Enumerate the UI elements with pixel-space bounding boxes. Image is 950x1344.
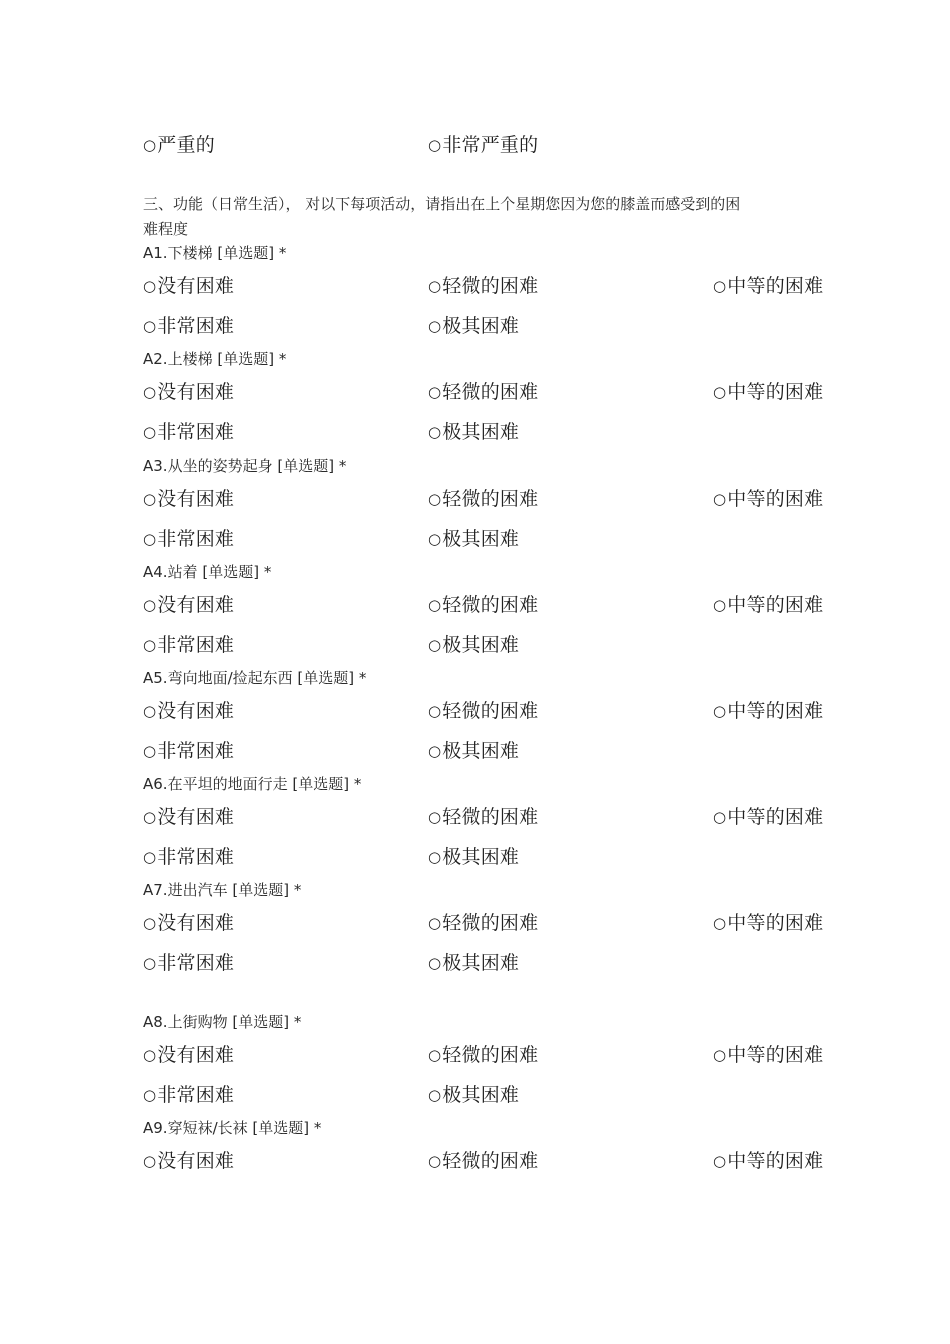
option-no-difficulty[interactable]: [143, 1043, 234, 1067]
option-label: 轻微的困难: [442, 912, 539, 934]
radio-icon[interactable]: ○: [143, 423, 157, 441]
option-slight-difficulty[interactable]: [428, 1149, 538, 1173]
radio-icon[interactable]: ○: [428, 530, 442, 548]
option-label: 轻微的困难: [442, 1044, 539, 1066]
radio-icon[interactable]: ○: [143, 1152, 157, 1170]
option-moderate-difficulty[interactable]: [713, 1149, 823, 1173]
question-label: A4.站着 [单选题] *: [143, 563, 272, 581]
option-slight-difficulty[interactable]: [428, 805, 538, 829]
option-label: 极其困难: [442, 634, 520, 656]
option-label: 中等的困难: [727, 488, 824, 510]
radio-icon[interactable]: ○: [713, 490, 727, 508]
option-label: 没有困难: [157, 594, 235, 616]
option-severe-difficulty[interactable]: [143, 633, 234, 657]
radio-icon[interactable]: ○: [143, 383, 157, 401]
option-no-difficulty[interactable]: [143, 911, 234, 935]
option-label: 没有困难: [157, 488, 235, 510]
option-extreme-difficulty[interactable]: [428, 739, 519, 763]
option-label: 中等的困难: [727, 700, 824, 722]
option-severe-difficulty[interactable]: [143, 420, 234, 444]
option-severe-difficulty[interactable]: [143, 527, 234, 551]
option-label: 没有困难: [157, 381, 235, 403]
radio-icon[interactable]: ○: [143, 914, 157, 932]
option-label: 轻微的困难: [442, 700, 539, 722]
option-severe[interactable]: [143, 133, 215, 157]
radio-icon[interactable]: ○: [428, 317, 442, 335]
radio-icon[interactable]: ○: [428, 136, 442, 154]
radio-icon[interactable]: ○: [143, 1046, 157, 1064]
radio-icon[interactable]: ○: [143, 136, 157, 154]
option-label: 没有困难: [157, 912, 235, 934]
option-extreme-difficulty[interactable]: [428, 633, 519, 657]
radio-icon[interactable]: ○: [428, 490, 442, 508]
option-moderate-difficulty[interactable]: [713, 593, 823, 617]
option-no-difficulty[interactable]: [143, 274, 234, 298]
option-label: 非常困难: [157, 528, 235, 550]
option-severe-difficulty[interactable]: [143, 1083, 234, 1107]
option-severe-difficulty[interactable]: [143, 951, 234, 975]
option-label: 轻微的困难: [442, 594, 539, 616]
radio-icon[interactable]: ○: [428, 423, 442, 441]
option-label: 轻微的困难: [442, 275, 539, 297]
option-label: 中等的困难: [727, 275, 824, 297]
option-label: 轻微的困难: [442, 1150, 539, 1172]
radio-icon[interactable]: ○: [428, 1152, 442, 1170]
option-extreme-difficulty[interactable]: [428, 420, 519, 444]
option-label: 非常困难: [157, 1084, 235, 1106]
radio-icon[interactable]: ○: [143, 596, 157, 614]
option-severe-difficulty[interactable]: [143, 845, 234, 869]
question-label: A9.穿短袜/长袜 [单选题] *: [143, 1119, 322, 1137]
option-label: 非常严重的: [442, 134, 539, 156]
option-label: 中等的困难: [727, 381, 824, 403]
option-moderate-difficulty[interactable]: [713, 805, 823, 829]
option-label: 极其困难: [442, 1084, 520, 1106]
option-moderate-difficulty[interactable]: [713, 1043, 823, 1067]
radio-icon[interactable]: ○: [713, 383, 727, 401]
option-label: 非常困难: [157, 846, 235, 868]
radio-icon[interactable]: ○: [143, 317, 157, 335]
option-label: 轻微的困难: [442, 488, 539, 510]
option-no-difficulty[interactable]: [143, 593, 234, 617]
option-label: 中等的困难: [727, 806, 824, 828]
radio-icon[interactable]: ○: [428, 1046, 442, 1064]
option-slight-difficulty[interactable]: [428, 593, 538, 617]
option-label: 极其困难: [442, 528, 520, 550]
radio-icon[interactable]: ○: [143, 636, 157, 654]
question-label: A8.上街购物 [单选题] *: [143, 1013, 302, 1031]
radio-icon[interactable]: ○: [143, 530, 157, 548]
radio-icon[interactable]: ○: [428, 596, 442, 614]
section-heading-line1: 三、功能（日常生活）， 对以下每项活动，请指出在上个星期您因为您的膝盖而感受到的困: [143, 195, 741, 213]
option-label: 中等的困难: [727, 1150, 824, 1172]
option-label: 轻微的困难: [442, 381, 539, 403]
radio-icon[interactable]: ○: [428, 742, 442, 760]
option-label: 没有困难: [157, 1150, 235, 1172]
radio-icon[interactable]: ○: [713, 808, 727, 826]
option-label: 极其困难: [442, 952, 520, 974]
radio-icon[interactable]: ○: [713, 1046, 727, 1064]
option-label: 非常困难: [157, 634, 235, 656]
radio-icon[interactable]: ○: [143, 702, 157, 720]
option-extreme-difficulty[interactable]: [428, 527, 519, 551]
option-label: 没有困难: [157, 275, 235, 297]
radio-icon[interactable]: ○: [713, 277, 727, 295]
option-label: 非常困难: [157, 315, 235, 337]
option-label: 极其困难: [442, 846, 520, 868]
radio-icon[interactable]: ○: [713, 702, 727, 720]
question-label: A7.进出汽车 [单选题] *: [143, 881, 302, 899]
option-label: 没有困难: [157, 806, 235, 828]
question-label: A6.在平坦的地面行走 [单选题] *: [143, 775, 362, 793]
option-label: 非常困难: [157, 740, 235, 762]
question-label: A3.从坐的姿势起身 [单选题] *: [143, 457, 347, 475]
option-slight-difficulty[interactable]: [428, 487, 538, 511]
radio-icon[interactable]: ○: [143, 277, 157, 295]
option-slight-difficulty[interactable]: [428, 699, 538, 723]
option-label: 没有困难: [157, 1044, 235, 1066]
option-label: 中等的困难: [727, 594, 824, 616]
option-slight-difficulty[interactable]: [428, 911, 538, 935]
option-no-difficulty[interactable]: [143, 699, 234, 723]
radio-icon[interactable]: ○: [428, 1086, 442, 1104]
radio-icon[interactable]: ○: [143, 1086, 157, 1104]
option-no-difficulty[interactable]: [143, 1149, 234, 1173]
radio-icon[interactable]: ○: [143, 954, 157, 972]
radio-icon[interactable]: ○: [428, 914, 442, 932]
radio-icon[interactable]: ○: [713, 596, 727, 614]
section-heading-line2: 难程度: [143, 220, 189, 238]
option-moderate-difficulty[interactable]: [713, 699, 823, 723]
radio-icon[interactable]: ○: [428, 848, 442, 866]
option-label: 极其困难: [442, 740, 520, 762]
option-severe-difficulty[interactable]: [143, 739, 234, 763]
option-extreme-difficulty[interactable]: [428, 1083, 519, 1107]
radio-icon[interactable]: ○: [428, 808, 442, 826]
option-no-difficulty[interactable]: [143, 487, 234, 511]
option-moderate-difficulty[interactable]: [713, 487, 823, 511]
radio-icon[interactable]: ○: [428, 702, 442, 720]
radio-icon[interactable]: ○: [428, 636, 442, 654]
option-extreme-difficulty[interactable]: [428, 314, 519, 338]
radio-icon[interactable]: ○: [143, 848, 157, 866]
radio-icon[interactable]: ○: [428, 277, 442, 295]
option-no-difficulty[interactable]: [143, 380, 234, 404]
option-moderate-difficulty[interactable]: [713, 911, 823, 935]
option-label: 极其困难: [442, 315, 520, 337]
option-slight-difficulty[interactable]: [428, 1043, 538, 1067]
radio-icon[interactable]: ○: [713, 914, 727, 932]
radio-icon[interactable]: ○: [143, 490, 157, 508]
radio-icon[interactable]: ○: [428, 954, 442, 972]
option-slight-difficulty[interactable]: [428, 380, 538, 404]
option-moderate-difficulty[interactable]: [713, 380, 823, 404]
option-label: 没有困难: [157, 700, 235, 722]
option-extreme-difficulty[interactable]: [428, 845, 519, 869]
radio-icon[interactable]: ○: [713, 1152, 727, 1170]
option-label: 非常困难: [157, 952, 235, 974]
question-label: A2.上楼梯 [单选题] *: [143, 350, 287, 368]
option-label: 中等的困难: [727, 1044, 824, 1066]
radio-icon[interactable]: ○: [143, 808, 157, 826]
option-severe-difficulty[interactable]: [143, 314, 234, 338]
option-label: 中等的困难: [727, 912, 824, 934]
option-label: 严重的: [157, 134, 215, 156]
radio-icon[interactable]: ○: [143, 742, 157, 760]
radio-icon[interactable]: ○: [428, 383, 442, 401]
option-label: 极其困难: [442, 421, 520, 443]
option-moderate-difficulty[interactable]: [713, 274, 823, 298]
option-no-difficulty[interactable]: [143, 805, 234, 829]
option-extreme-difficulty[interactable]: [428, 951, 519, 975]
option-very-severe[interactable]: [428, 133, 538, 157]
question-label: A1.下楼梯 [单选题] *: [143, 244, 287, 262]
question-label: A5.弯向地面/捡起东西 [单选题] *: [143, 669, 367, 687]
option-label: 非常困难: [157, 421, 235, 443]
option-slight-difficulty[interactable]: [428, 274, 538, 298]
option-label: 轻微的困难: [442, 806, 539, 828]
